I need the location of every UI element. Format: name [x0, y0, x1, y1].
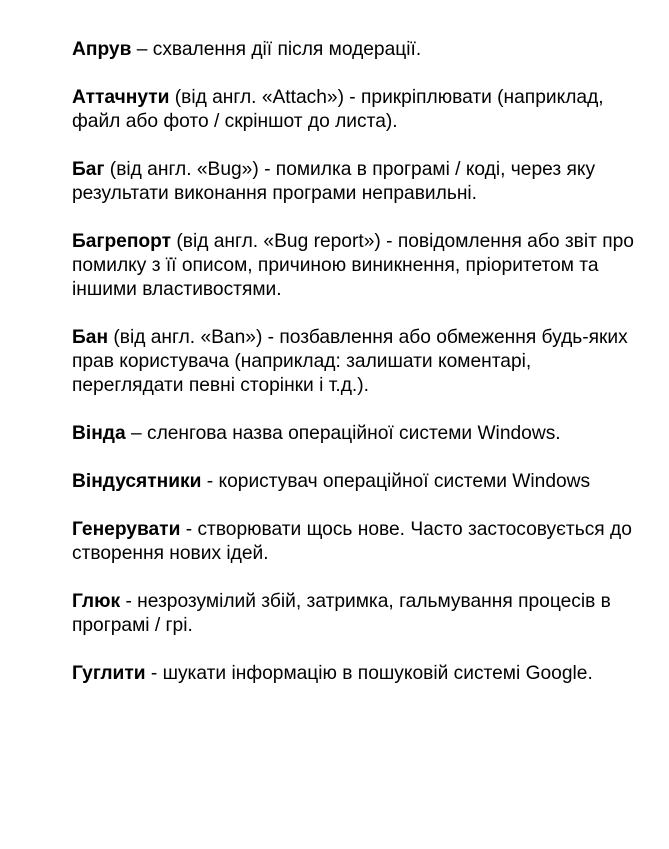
glossary-entry-ban	[72, 326, 642, 398]
glossary-entry-bug	[72, 158, 642, 206]
glossary-definition: (від англ. «Bug») - помилка в програмі / коді, через яку результати виконання програми неправильні.	[72, 159, 596, 204]
glossary-definition: (від англ. «Attach») - прикріплювати (наприклад, файл або фото / скріншот до листа).	[72, 87, 604, 132]
glossary-term: Вінда	[72, 423, 126, 444]
glossary-entry-glitch	[72, 590, 642, 638]
glossary-definition: (від англ. «Ban») - позбавлення або обмеження будь-яких прав користувача (наприклад: залишати коментарі, переглядати певні сторінки і т.д.).	[72, 327, 628, 396]
glossary-term: Багрепорт	[72, 231, 172, 252]
glossary-page	[72, 38, 642, 710]
glossary-entry-generate	[72, 518, 642, 566]
glossary-term: Апрув	[72, 39, 132, 60]
glossary-definition: - створювати щось нове. Часто застосовується до створення нових ідей.	[72, 519, 632, 564]
glossary-definition: - шукати інформацію в пошуковій системі Google.	[145, 663, 593, 684]
glossary-definition: - користувач операційної системи Windows	[201, 471, 591, 492]
glossary-term: Аттачнути	[72, 87, 170, 108]
glossary-entry-vinda	[72, 422, 642, 446]
glossary-definition: - незрозумілий збій, затримка, гальмування процесів в програмі / грі.	[72, 591, 611, 636]
glossary-definition: – сленгова назва операційної системи Windows.	[125, 423, 561, 444]
glossary-term: Баг	[72, 159, 105, 180]
glossary-definition: – схвалення дії після модерації.	[131, 39, 422, 60]
glossary-entry-approve	[72, 38, 642, 62]
glossary-term: Гуглити	[72, 663, 146, 684]
glossary-entry-attach	[72, 86, 642, 134]
glossary-entry-bug-report	[72, 230, 642, 302]
glossary-term: Генерувати	[72, 519, 181, 540]
glossary-definition: (від англ. «Bug report») - повідомлення або звіт про помилку з її описом, причиною виникнення, пріоритетом та іншими властивостями.	[72, 231, 634, 300]
glossary-term: Віндусятники	[72, 471, 202, 492]
glossary-term: Глюк	[72, 591, 121, 612]
glossary-entry-vindusyatnyky	[72, 470, 642, 494]
glossary-term: Бан	[72, 327, 109, 348]
glossary-entry-google	[72, 662, 642, 686]
